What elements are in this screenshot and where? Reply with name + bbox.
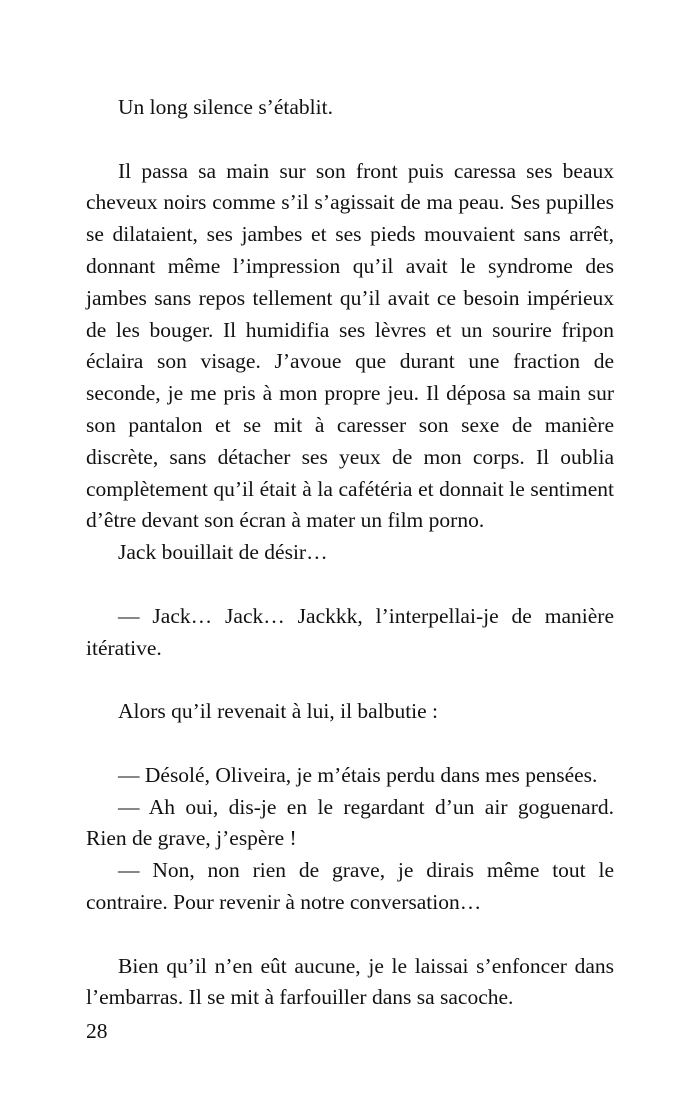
paragraph-5: Bien qu’il n’en eût aucune, je le laissai s’enfoncer dans l’embarras. Il se mit à farfouiller dans sa sacoche. — [86, 953, 614, 1010]
paragraph-spacer — [86, 569, 614, 601]
paragraph-spacer — [86, 664, 614, 696]
paragraph-2: Il passa sa main sur son front puis caressa ses beaux cheveux noirs comme s’il s’agissait de ma peau. Ses pupilles se dilataient, ses jambes et ses pieds mouvaient sans arrêt, donnant même l’impression qu’il avait le syndrome des jambes sans repos tellement qu’il avait ce besoin impérieux de les bouger. Il humidifia ses lèvres et un sourire fripon éclaira son visage. J’avoue que durant une fraction de seconde, je me pris à mon propre jeu. Il déposa sa main sur son pantalon et se mit à caresser son sexe de manière discrète, sans détacher ses yeux de mon corps. Il oublia complètement qu’il était à la cafétéria et donnait le sentiment d’être devant son écran à mater un film porno. — [86, 158, 614, 533]
page-number: 28 — [86, 1019, 108, 1043]
paragraph-3: Jack bouillait de désir… — [118, 540, 328, 565]
paragraph-1: Un long silence s’établit. — [118, 95, 333, 119]
paragraph-4: Alors qu’il revenait à lui, il balbutie : — [118, 699, 439, 724]
body-text — [86, 92, 614, 1014]
dialogue-4: — Non, non rien de grave, je dirais même tout le contraire. Pour revenir à notre conversation… — [86, 858, 614, 914]
paragraph-spacer — [86, 124, 614, 156]
paragraph-spacer — [86, 728, 614, 760]
dialogue-1: — Jack… Jack… Jackkk, l’interpellai-je de manière itérative. — [86, 603, 614, 660]
paragraph-spacer — [86, 919, 614, 951]
dialogue-2: — Désolé, Oliveira, je m’étais perdu dans mes pensées. — [118, 762, 598, 787]
dialogue-3: — Ah oui, dis-je en le regardant d’un air goguenard. Rien de grave, j’espère ! — [86, 794, 614, 851]
